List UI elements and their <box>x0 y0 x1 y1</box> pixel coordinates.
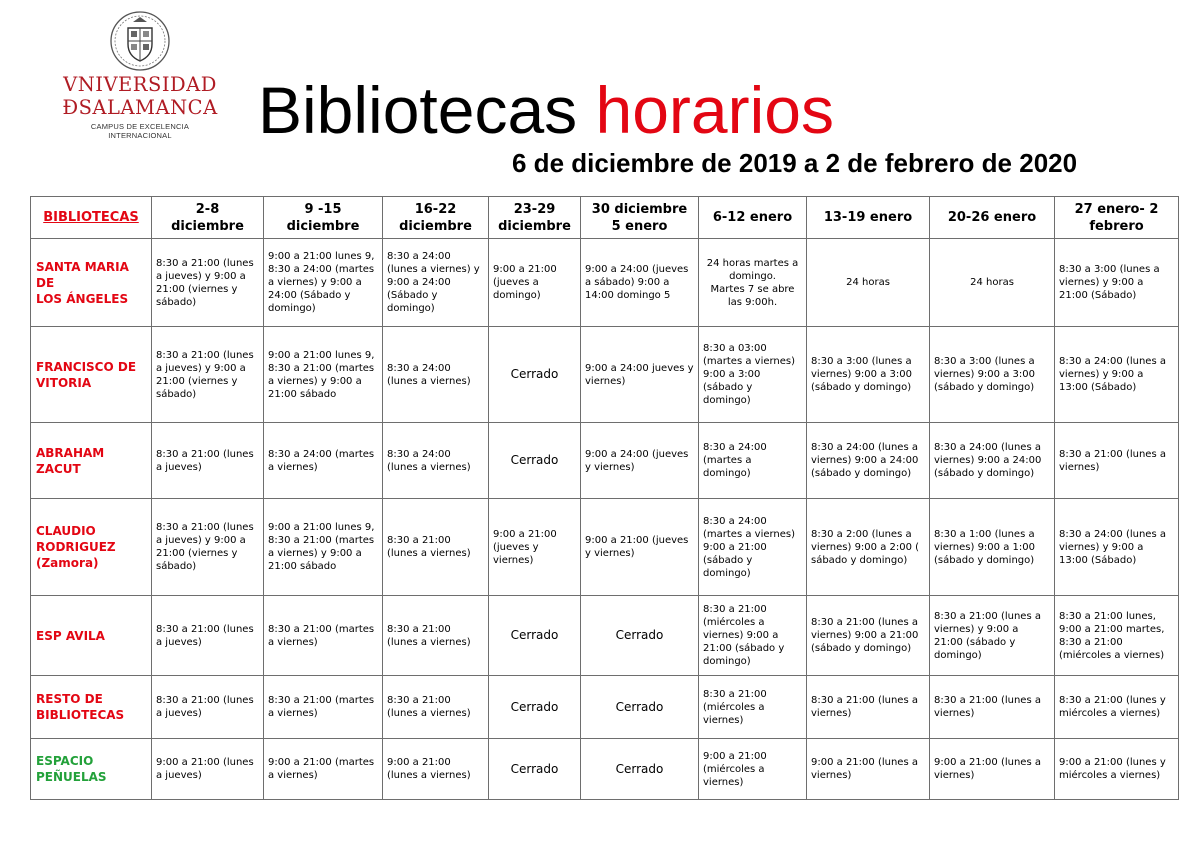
schedule-cell: 8:30 a 21:00 (lunes a viernes) <box>383 596 489 676</box>
schedule-cell: 9:00 a 24:00 jueves y viernes) <box>581 327 699 423</box>
schedule-cell: Cerrado <box>581 739 699 800</box>
schedule-cell: 8:30 a 21:00 (lunes a jueves) y 9:00 a 21:00 (viernes y sábado) <box>152 239 264 327</box>
schedule-cell: 8:30 a 21:00 lunes, 9:00 a 21:00 martes, 8:30 a 21:00 (miércoles a viernes) <box>1055 596 1179 676</box>
schedule-cell: 8:30 a 24:00 (lunes a viernes) <box>383 327 489 423</box>
week-column-header: 23-29 diciembre <box>489 197 581 239</box>
schedule-cell: 8:30 a 21:00 (lunes a viernes) 9:00 a 21:00 (sábado y domingo) <box>807 596 930 676</box>
schedule-cell: 8:30 a 21:00 (lunes a jueves) y 9:00 a 21:00 (viernes y sábado) <box>152 327 264 423</box>
week-column-header: 2-8 diciembre <box>152 197 264 239</box>
library-name: FRANCISCO DE VITORIA <box>31 327 152 423</box>
week-column-header: 9 -15 diciembre <box>264 197 383 239</box>
schedule-cell: 8:30 a 24:00 (lunes a viernes) <box>383 423 489 499</box>
schedule-cell: Cerrado <box>489 423 581 499</box>
library-name: ABRAHAM ZACUT <box>31 423 152 499</box>
week-column-header: 6-12 enero <box>699 197 807 239</box>
library-name: ESP AVILA <box>31 596 152 676</box>
schedule-cell: 9:00 a 21:00 lunes 9, 8:30 a 21:00 (martes a viernes) y 9:00 a 21:00 sábado <box>264 327 383 423</box>
schedule-cell: 9:00 a 21:00 (miércoles a viernes) <box>699 739 807 800</box>
schedule-cell: 8:30 a 1:00 (lunes a viernes) 9:00 a 1:00 (sábado y domingo) <box>930 499 1055 596</box>
schedule-cell: 8:30 a 21:00 (lunes y miércoles a viernes) <box>1055 676 1179 739</box>
schedule-cell: 8:30 a 3:00 (lunes a viernes) 9:00 a 3:00 (sábado y domingo) <box>807 327 930 423</box>
schedule-cell: 8:30 a 24:00 (martes a viernes) <box>264 423 383 499</box>
title-part1: Bibliotecas <box>258 73 578 147</box>
week-column-header: 27 enero- 2 febrero <box>1055 197 1179 239</box>
table-row <box>31 239 1179 327</box>
university-logo <box>60 10 220 140</box>
schedule-table <box>30 196 1179 800</box>
schedule-cell: 8:30 a 24:00 (martes a viernes) 9:00 a 21:00 (sábado y domingo) <box>699 499 807 596</box>
schedule-cell: 9:00 a 24:00 (jueves y viernes) <box>581 423 699 499</box>
schedule-cell: 24 horas martes a domingo. Martes 7 se abre las 9:00h. <box>699 239 807 327</box>
library-name: CLAUDIO RODRIGUEZ (Zamora) <box>31 499 152 596</box>
schedule-cell: 8:30 a 24:00 (lunes a viernes) y 9:00 a 24:00 (Sábado y domingo) <box>383 239 489 327</box>
schedule-cell: 8:30 a 21:00 (lunes a viernes) <box>383 676 489 739</box>
schedule-cell: 9:00 a 21:00 (lunes y miércoles a viernes) <box>1055 739 1179 800</box>
schedule-cell: 8:30 a 24:00 (lunes a viernes) 9:00 a 24:00 (sábado y domingo) <box>807 423 930 499</box>
schedule-cell: 8:30 a 3:00 (lunes a viernes) 9:00 a 3:00 (sábado y domingo) <box>930 327 1055 423</box>
schedule-cell: 9:00 a 24:00 (jueves a sábado) 9:00 a 14:00 domingo 5 <box>581 239 699 327</box>
schedule-cell: Cerrado <box>489 739 581 800</box>
schedule-cell: Cerrado <box>489 596 581 676</box>
schedule-cell: 8:30 a 24:00 (martes a domingo) <box>699 423 807 499</box>
schedule-cell: 8:30 a 21:00 (lunes a jueves) <box>152 596 264 676</box>
libraries-column-header: BIBLIOTECAS <box>31 197 152 239</box>
table-row <box>31 423 1179 499</box>
schedule-cell: 8:30 a 24:00 (lunes a viernes) 9:00 a 24:00 (sábado y domingo) <box>930 423 1055 499</box>
schedule-cell: 9:00 a 21:00 lunes 9, 8:30 a 21:00 (martes a viernes) y 9:00 a 21:00 sábado <box>264 499 383 596</box>
schedule-cell: 8:30 a 21:00 (lunes a jueves) y 9:00 a 21:00 (viernes y sábado) <box>152 499 264 596</box>
schedule-cell: 8:30 a 21:00 (lunes a viernes) <box>1055 423 1179 499</box>
library-name: RESTO DE BIBLIOTECAS <box>31 676 152 739</box>
schedule-cell: 8:30 a 21:00 (miércoles a viernes) <box>699 676 807 739</box>
title-part2: horarios <box>595 73 834 147</box>
schedule-cell: 24 horas <box>807 239 930 327</box>
schedule-cell: 9:00 a 21:00 (lunes a viernes) <box>383 739 489 800</box>
schedule-cell: 9:00 a 21:00 (jueves y viernes) <box>581 499 699 596</box>
date-range-subtitle: 6 de diciembre de 2019 a 2 de febrero de 2020 <box>512 148 1078 178</box>
table-row <box>31 499 1179 596</box>
schedule-cell: Cerrado <box>581 596 699 676</box>
schedule-cell: Cerrado <box>489 676 581 739</box>
schedule-cell: 9:00 a 21:00 (jueves a domingo) <box>489 239 581 327</box>
table-row <box>31 739 1179 800</box>
schedule-cell: 8:30 a 21:00 (lunes a viernes) <box>807 676 930 739</box>
week-column-header: 30 diciembre 5 enero <box>581 197 699 239</box>
schedule-cell: 8:30 a 21:00 (martes a viernes) <box>264 596 383 676</box>
campus-tagline: CAMPUS DE EXCELENCIA INTERNACIONAL <box>90 122 190 140</box>
schedule-cell: 9:00 a 21:00 (martes a viernes) <box>264 739 383 800</box>
schedule-cell: 8:30 a 24:00 (lunes a viernes) y 9:00 a 13:00 (Sábado) <box>1055 327 1179 423</box>
schedule-cell: Cerrado <box>489 327 581 423</box>
university-name-line1: VNIVERSIDAD <box>63 73 217 96</box>
page-title <box>258 70 834 150</box>
schedule-cell: 8:30 a 21:00 (lunes a viernes) y 9:00 a 21:00 (sábado y domingo) <box>930 596 1055 676</box>
library-name: SANTA MARIA DE LOS ÁNGELES <box>31 239 152 327</box>
table-row <box>31 676 1179 739</box>
library-name: ESPACIO PEÑUELAS <box>31 739 152 800</box>
schedule-cell: 24 horas <box>930 239 1055 327</box>
schedule-cell: Cerrado <box>581 676 699 739</box>
schedule-cell: 9:00 a 21:00 (lunes a viernes) <box>807 739 930 800</box>
schedule-cell: 8:30 a 3:00 (lunes a viernes) y 9:00 a 21:00 (Sábado) <box>1055 239 1179 327</box>
header-row <box>31 197 1179 239</box>
university-name-line2: ÐSALAMANCA <box>62 96 218 119</box>
schedule-cell: 8:30 a 2:00 (lunes a viernes) 9:00 a 2:00 ( sábado y domingo) <box>807 499 930 596</box>
week-column-header: 20-26 enero <box>930 197 1055 239</box>
schedule-cell: 9:00 a 21:00 lunes 9, 8:30 a 24:00 (martes a viernes) y 9:00 a 24:00 (Sábado y domingo) <box>264 239 383 327</box>
schedule-cell: 8:30 a 24:00 (lunes a viernes) y 9:00 a 13:00 (Sábado) <box>1055 499 1179 596</box>
schedule-cell: 8:30 a 21:00 (lunes a viernes) <box>383 499 489 596</box>
week-column-header: 13-19 enero <box>807 197 930 239</box>
schedule-cell: 9:00 a 21:00 (jueves y viernes) <box>489 499 581 596</box>
table-row <box>31 327 1179 423</box>
schedule-cell: 9:00 a 21:00 (lunes a jueves) <box>152 739 264 800</box>
schedule-cell: 9:00 a 21:00 (lunes a viernes) <box>930 739 1055 800</box>
schedule-cell: 8:30 a 21:00 (lunes a viernes) <box>930 676 1055 739</box>
university-seal-icon <box>109 10 171 72</box>
schedule-cell: 8:30 a 21:00 (lunes a jueves) <box>152 423 264 499</box>
week-column-header: 16-22 diciembre <box>383 197 489 239</box>
table-row <box>31 596 1179 676</box>
schedule-cell: 8:30 a 03:00 (martes a viernes) 9:00 a 3:00 (sábado y domingo) <box>699 327 807 423</box>
schedule-cell: 8:30 a 21:00 (martes a viernes) <box>264 676 383 739</box>
schedule-cell: 8:30 a 21:00 (lunes a jueves) <box>152 676 264 739</box>
schedule-cell: 8:30 a 21:00 (miércoles a viernes) 9:00 a 21:00 (sábado y domingo) <box>699 596 807 676</box>
